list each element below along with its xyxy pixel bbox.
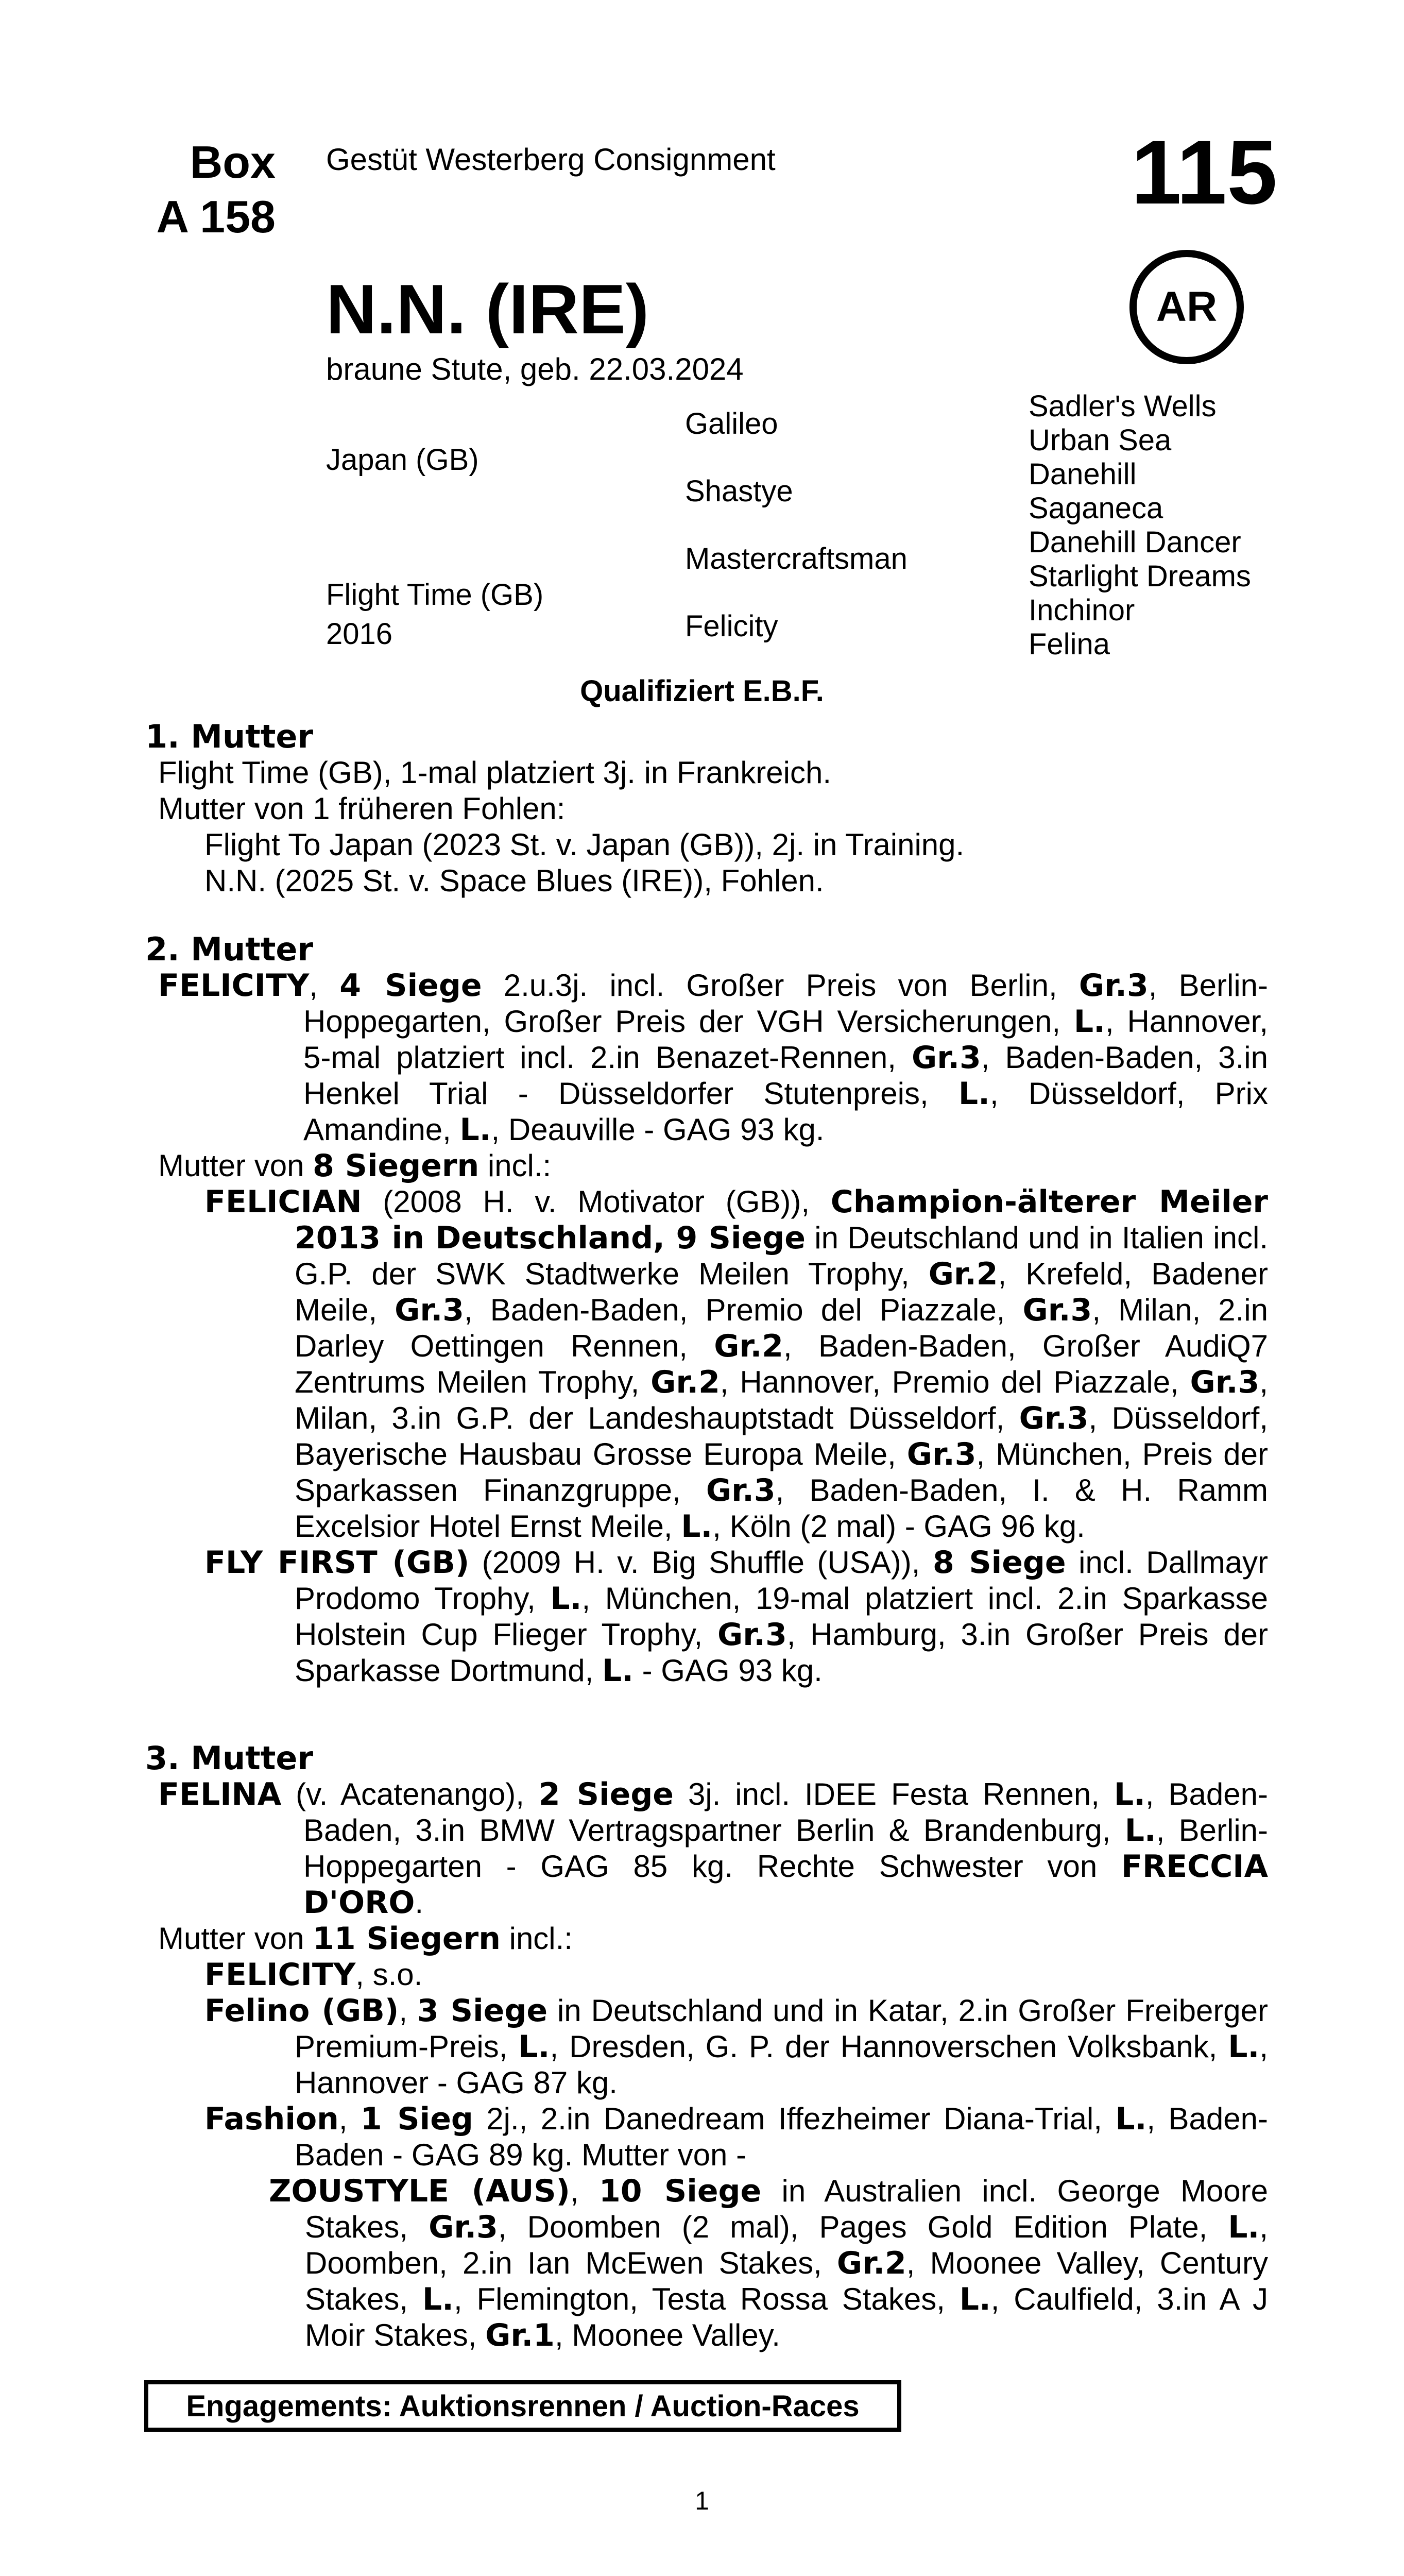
third-dam-heading: 3. Mutter (145, 1739, 314, 1777)
foal-entry: Flight To Japan (2023 St. v. Japan (GB)), 2j. in Training. (204, 827, 965, 862)
qualification: Qualifiziert E.B.F. (580, 674, 824, 708)
pedigree-grandparent: Galileo (685, 407, 778, 440)
box-line1: Box (190, 137, 276, 188)
pedigree-grandparent: Felicity (685, 609, 778, 643)
first-dam-section (145, 719, 1268, 899)
third-dam-record: FELINA (v. Acatenango), 2 Siege 3j. incl. IDEE Festa Rennen, L., Baden-Baden, 3.in BMW Vertragspartner Berlin & Brandenburg, L., Berlin-Hoppegarten - GAG 85 kg. Rechte Schwester von FRECCIA D'ORO. (158, 1776, 1268, 1921)
pedigree-ggp: Sadler's Wells (1029, 389, 1217, 423)
pedigree-ggp: Urban Sea (1029, 423, 1172, 457)
offspring-entry: FLY FIRST (GB) (2009 H. v. Big Shuffle (USA)), 8 Siege incl. Dallmayr Prodomo Trophy, L., München, 19-mal platziert incl. 2.in Sparkasse Holstein Cup Flieger Trophy, Gr.3, Hamburg, 3.in Großer Preis der Sparkasse Dortmund, L. - GAG 93 kg. (204, 1545, 1268, 1689)
pedigree-ggp: Felina (1029, 628, 1110, 661)
offspring-entry: FELICITY, s.o. (204, 1957, 423, 1993)
first-dam-produce: Mutter von 1 früheren Fohlen: (158, 791, 566, 826)
pedigree-grandparent: Mastercraftsman (685, 542, 908, 575)
offspring-entry: Felino (GB), 3 Siege in Deutschland und in Katar, 2.in Großer Freiberger Premium-Preis, L., Dresden, G. P. der Hannoverschen Volksbank, L., Hannover - GAG 87 kg. (204, 1993, 1269, 2100)
grand-offspring-entry: ZOUSTYLE (AUS), 10 Siege in Australien incl. George Moore Stakes, Gr.3, Doomben (2 mal), Pages Gold Edition Plate, L., Doomben, 2.in Ian McEwen Stakes, Gr.2, Moonee Valley, Century Stakes, L., Flemington, Testa Rossa Stakes, L., Caulfield, 3.in A J Moir Stakes, Gr.1, Moonee Valley. (269, 2173, 1269, 2353)
engagements-text: Engagements: Auktionsrennen / Auction-Races (186, 2389, 860, 2423)
second-dam-section (145, 931, 1268, 1689)
box-label (149, 135, 276, 244)
pedigree-dam: Flight Time (GB) (326, 578, 544, 612)
ar-badge (1129, 250, 1244, 364)
lot-number: 115 (1131, 122, 1277, 223)
ar-badge-text: AR (1156, 283, 1218, 330)
first-dam-heading: 1. Mutter (145, 718, 314, 755)
first-dam-record: Flight Time (GB), 1-mal platziert 3j. in Frankreich. (158, 755, 832, 790)
page-number: 1 (695, 2486, 709, 2515)
engagements-box (144, 2380, 901, 2432)
horse-description: braune Stute, geb. 22.03.2024 (326, 352, 744, 386)
third-dam-section (145, 1740, 1268, 2353)
pedigree-grandparent: Shastye (685, 474, 793, 508)
pedigree-ggp: Inchinor (1029, 594, 1135, 627)
offspring-entry: Fashion, 1 Sieg 2j., 2.in Danedream Iffezheimer Diana-Trial, L., Baden-Baden - GAG 89 kg. Mutter von - (204, 2101, 1268, 2172)
consignor: Gestüt Westerberg Consignment (326, 142, 776, 177)
second-dam-record: FELICITY, 4 Siege 2.u.3j. incl. Großer Preis von Berlin, Gr.3, Berlin-Hoppegarten, Großer Preis der VGH Versicherungen, L., Hannover, 5-mal platziert incl. 2.in Benazet-Rennen, Gr.3, Baden-Baden, 3.in Henkel Trial - Düsseldorfer Stutenpreis, L., Düsseldorf, Prix Amandine, L., Deauville - GAG 93 kg. (158, 968, 1269, 1148)
second-dam-heading: 2. Mutter (145, 930, 314, 968)
pedigree-ggp: Saganeca (1029, 492, 1163, 525)
second-dam-produce: Mutter von 8 Siegern incl.: (158, 1148, 552, 1184)
pedigree-ggp: Starlight Dreams (1029, 560, 1251, 593)
pedigree-sire: Japan (GB) (326, 443, 479, 477)
pedigree-dam-year: 2016 (326, 617, 393, 651)
pedigree-ggp: Danehill Dancer (1029, 526, 1241, 559)
box-number: A 158 (156, 191, 276, 242)
third-dam-produce: Mutter von 11 Siegern incl.: (158, 1921, 573, 1957)
pedigree-ggp: Danehill (1029, 457, 1137, 491)
pedigree-great-grandparents (1029, 389, 1251, 662)
foal-entry: N.N. (2025 St. v. Space Blues (IRE)), Fohlen. (204, 863, 824, 898)
horse-name: N.N. (IRE) (326, 270, 649, 348)
offspring-entry: FELICIAN (2008 H. v. Motivator (GB)), Champion-älterer Meiler 2013 in Deutschland, 9 Siege in Deutschland und in Italien incl. G.P. der SWK Stadtwerke Meilen Trophy, Gr.2, Krefeld, Badener Meile, Gr.3, Baden-Baden, Premio del Piazzale, Gr.3, Milan, 2.in Darley Oettingen Rennen, Gr.2, Baden-Baden, Großer AudiQ7 Zentrums Meilen Trophy, Gr.2, Hannover, Premio del Piazzale, Gr.3, Milan, 3.in G.P. der Landeshauptstadt Düsseldorf, Gr.3, Düsseldorf, Bayerische Hausbau Grosse Europa Meile, Gr.3, München, Preis der Sparkassen Finanzgruppe, Gr.3, Baden-Baden, I. & H. Ramm Excelsior Hotel Ernst Meile, L., Köln (2 mal) - GAG 96 kg. (204, 1184, 1269, 1545)
